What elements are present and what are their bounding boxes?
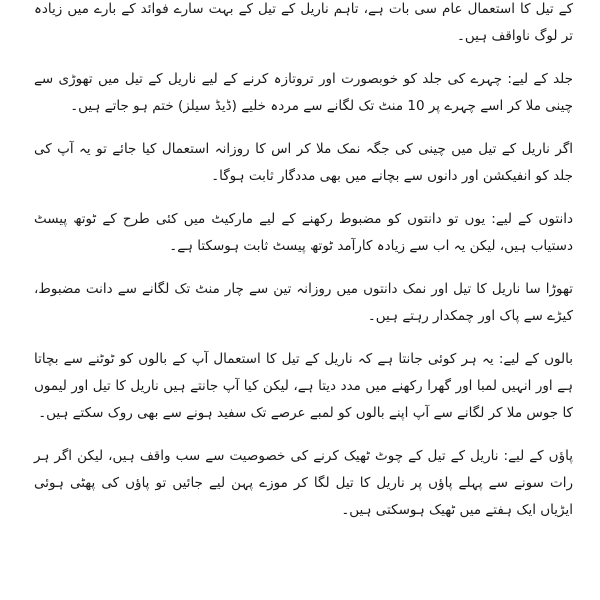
paragraph-intro: کے تیل کا استعمال عام سی بات ہے، تاہم ناریل کے تیل کے بہت سارے فوائد کے بارے میں زیادہ تر لوگ ناواقف ہیں۔ (34, 1, 573, 44)
paragraph-skin-sugar: جلد کے لیے: چہرے کی جلد کو خوبصورت اور تروتازہ کرنے کے لیے ناریل کے تیل میں تھوڑی سے چینی ملا کر اسے چہرے پر 10 منٹ تک لگانے سے مردہ خلیے (ڈیڈ سیلز) ختم ہو جاتے ہیں۔ (34, 71, 573, 114)
paragraph-teeth: دانتوں کے لیے: یوں تو دانتوں کو مضبوط رکھنے کے لیے مارکیٹ میں کئی طرح کے ٹوتھ پیسٹ دستیاب ہیں، لیکن یہ اب سے زیادہ کارآمد ٹوتھ پیسٹ ثابت ہوسکتا ہے۔ (34, 211, 573, 254)
paragraph-teeth-salt: تھوڑا سا ناریل کا تیل اور نمک دانتوں میں روزانہ تین سے چار منٹ تک لگانے سے دانت مضبوط، کیڑے سے پاک اور چمکدار رہتے ہیں۔ (34, 281, 573, 324)
paragraph-hair: بالوں کے لیے: یہ ہر کوئی جانتا ہے کہ ناریل کے تیل کا استعمال آپ کے بالوں کو ٹوٹنے سے بچاتا ہے اور انہیں لمبا اور گھرا رکھنے میں مدد دیتا ہے، لیکن کیا آپ جانتے ہیں ناریل کا تیل اور لیموں کا جوس ملا کر لگانے سے آپ اپنے بالوں کو لمبے عرصے تک سفید ہونے سے بھی روک سکتے ہیں۔ (34, 351, 573, 421)
paragraph-feet: پاؤں کے لیے: ناریل کے تیل کے چوٹ ٹھیک کرنے کی خصوصیت سے سب واقف ہیں، لیکن اگر ہر رات سونے سے پہلے پاؤں پر ناریل کا تیل لگا کر موزے پہن لیے جائیں تو پاؤں کی پھٹی ہوئی ایڑیاں ایک ہفتے میں ٹھیک ہوسکتی ہیں۔ (34, 448, 573, 518)
paragraph-skin-salt: اگر ناریل کے تیل میں چینی کی جگہ نمک ملا کر اس کا روزانہ استعمال کیا جائے تو یہ آپ کی جلد کو انفیکشن اور دانوں سے بچانے میں بھی مددگار ثابت ہوگا۔ (34, 141, 573, 184)
